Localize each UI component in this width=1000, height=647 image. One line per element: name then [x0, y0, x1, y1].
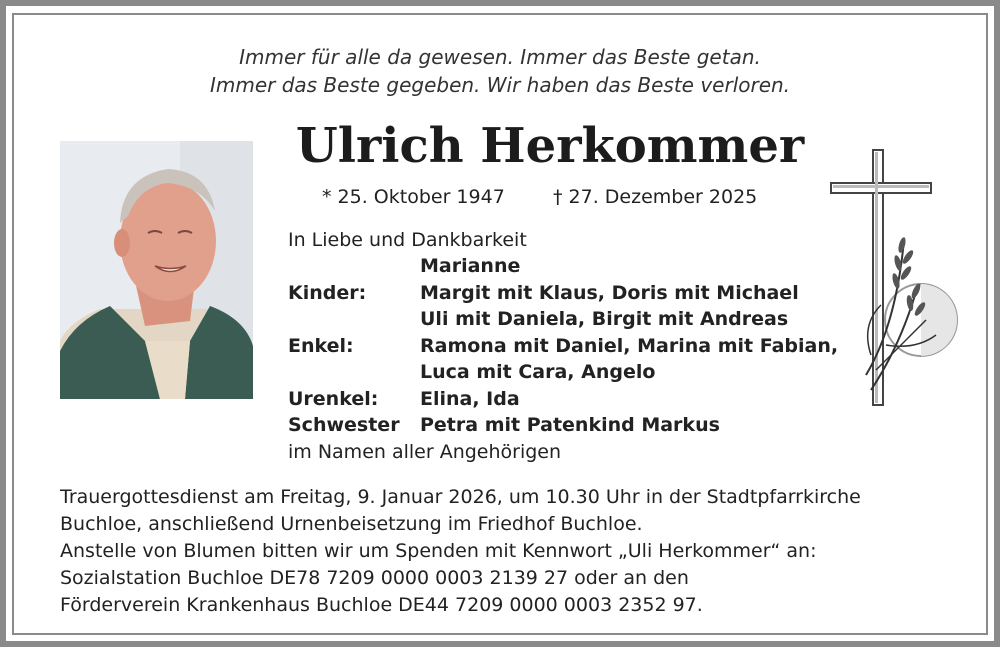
grandchildren-line-2: Luca mit Cara, Angelo — [420, 361, 656, 383]
group-label-sister: Schwester — [288, 414, 400, 436]
donation-info-line-3: Förderverein Krankenhaus Buchloe DE44 7209 0000 0003 2352 97. — [60, 594, 703, 616]
sister-line: Petra mit Patenkind Markus — [420, 414, 720, 436]
group-label-grandchildren: Enkel: — [288, 335, 354, 357]
grandchildren-line-1: Ramona mit Daniel, Marina mit Fabian, — [420, 335, 839, 357]
spouse-name: Marianne — [420, 255, 521, 277]
donation-info-line-2: Sozialstation Buchloe DE78 7209 0000 0003 2139 27 oder an den — [60, 567, 689, 589]
group-label-great-grandchildren: Urenkel: — [288, 388, 379, 410]
cross-icon — [826, 145, 961, 410]
birth-date: * 25. Oktober 1947 — [322, 186, 505, 208]
donation-info-line-1: Anstelle von Blumen bitten wir um Spenden mit Kennwort „Uli Herkommer“ an: — [60, 540, 817, 562]
service-info-line-2: Buchloe, anschließend Urnenbeisetzung im Friedhof Buchloe. — [60, 513, 643, 535]
motto-line-2: Immer das Beste gegeben. Wir haben das Beste verloren. — [209, 73, 791, 97]
great-grandchildren-line: Elina, Ida — [420, 388, 520, 410]
children-line-1: Margit mit Klaus, Doris mit Michael — [420, 282, 799, 304]
group-label-children: Kinder: — [288, 282, 367, 304]
children-line-2: Uli mit Daniela, Birgit mit Andreas — [420, 308, 789, 330]
mourners-closing: im Namen aller Angehörigen — [288, 441, 562, 463]
motto-line-1: Immer für alle da gewesen. Immer das Beste getan. — [239, 45, 761, 69]
mourners-intro: In Liebe und Dankbarkeit — [288, 229, 527, 251]
death-date: † 27. Dezember 2025 — [553, 186, 758, 208]
service-info-line-1: Trauergottesdienst am Freitag, 9. Januar 2026, um 10.30 Uhr in der Stadtpfarrkirche — [60, 486, 861, 508]
deceased-name: Ulrich Herkommer — [295, 118, 805, 174]
portrait-photo — [60, 141, 253, 399]
